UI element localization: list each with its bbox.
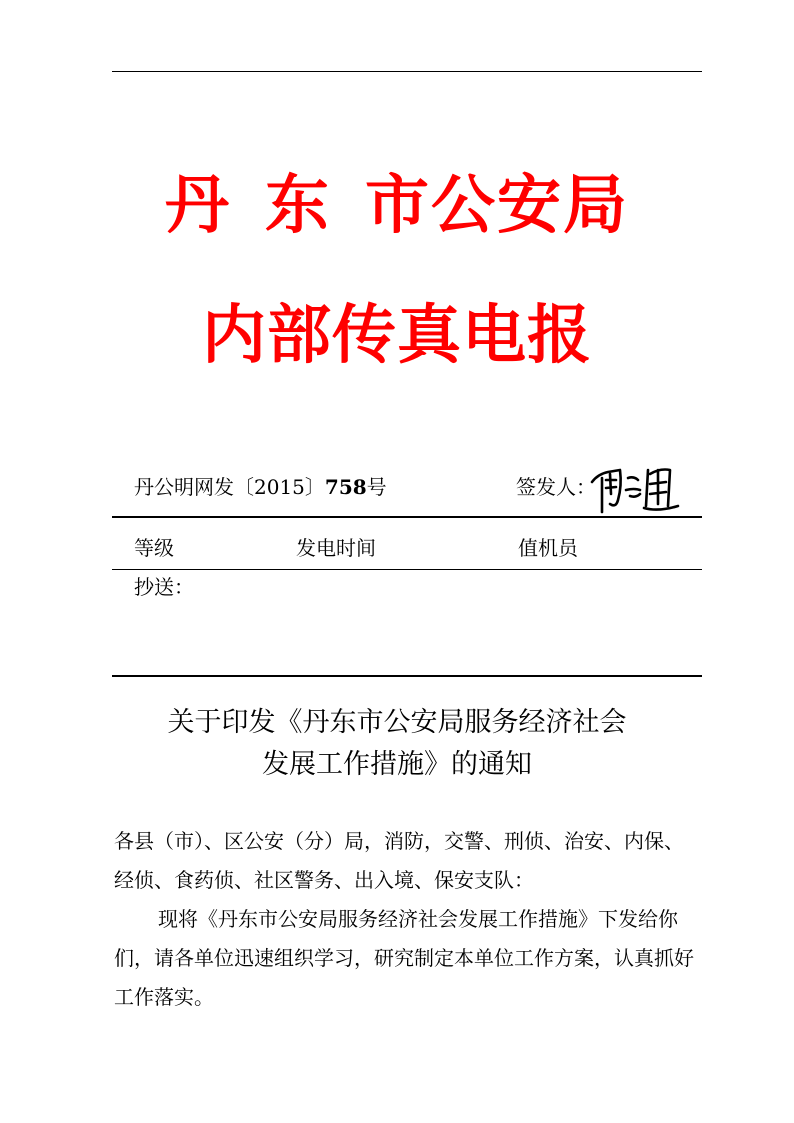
agency-title-char-1: 丹 [165,169,231,243]
notice-body [114,822,694,1017]
cc-label: 抄送： [134,575,194,599]
doc-prefix: 丹公明网发 [134,475,234,499]
document-number [134,474,387,500]
operator-label: 值机员 [518,536,578,560]
agency-title [0,166,794,246]
doc-number: 758 [324,475,367,499]
notice-title-line-2: 发展工作措施》的通知 [262,749,532,780]
send-time-label: 发电时间 [296,536,376,560]
table-top-rule [112,516,702,518]
recipients-paragraph: 各县（市）、区公安（分）局，消防，交警、刑侦、治安、内保、经侦、食药侦、社区警务、出入境、保安支队： [114,829,684,892]
agency-title-char-2: 东 [265,169,331,243]
doc-year: 〔2015〕 [234,475,325,499]
document-type-title: 内部传真电报 [202,299,592,373]
level-label: 等级 [134,536,174,560]
table-bottom-rule [112,675,702,677]
agency-title-rest: 市公安局 [365,169,629,243]
signer-label: 签发人： [516,475,596,499]
signature-image [588,456,684,518]
body-paragraph: 现将《丹东市公安局服务经济社会发展工作措施》下发给你们，请各单位迅速组织学习，研究制定本单位工作方案，认真抓好工作落实。 [114,907,694,1009]
table-mid-rule [112,569,702,570]
notice-title-line-1: 关于印发《丹东市公安局服务经济社会 [167,707,627,738]
doc-suffix: 号 [366,475,387,499]
top-rule [112,71,702,72]
